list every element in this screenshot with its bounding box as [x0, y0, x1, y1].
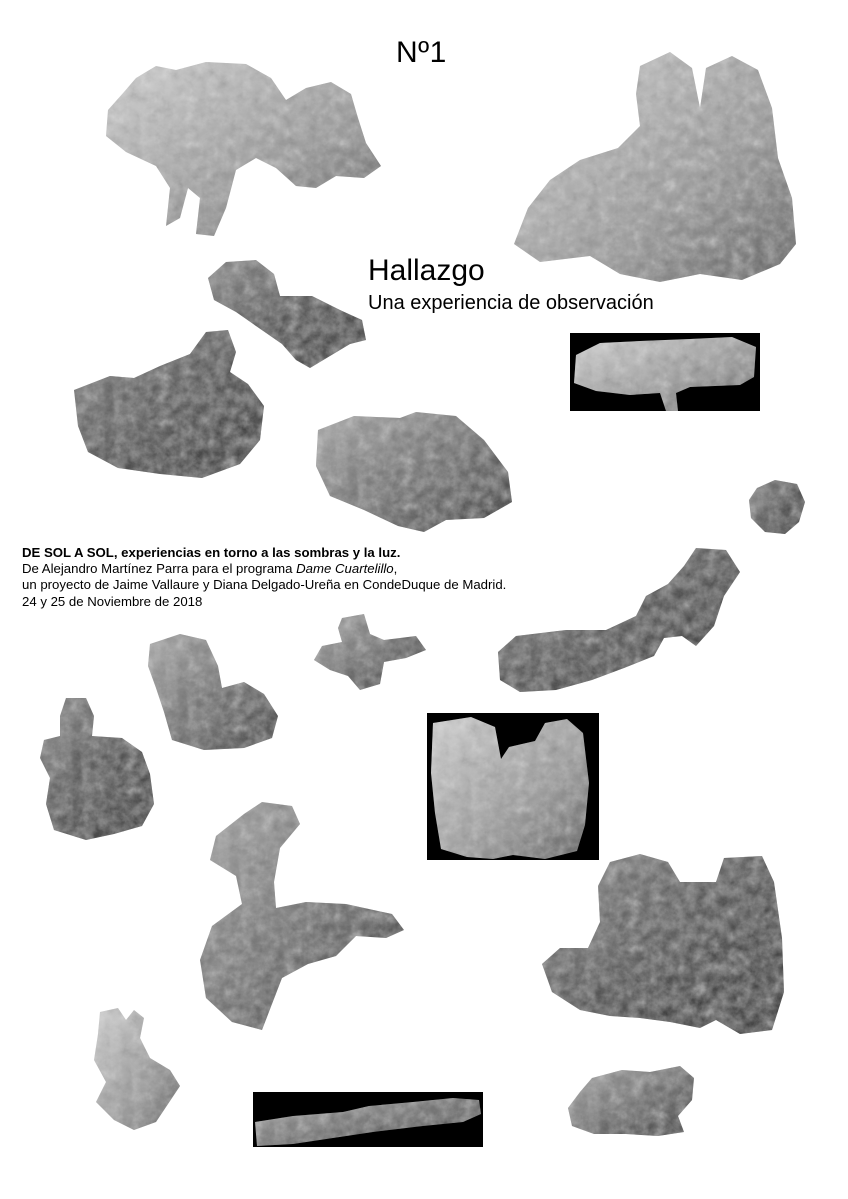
stone-image-left-pile: [70, 326, 266, 480]
stone-image-center-block: [314, 410, 514, 532]
stone-image-bottom-left: [88, 1004, 182, 1130]
stone-image-left-stack: [38, 694, 156, 840]
credits-line-program-prefix: De Alejandro Martínez Parra para el programa: [22, 561, 297, 577]
stone-image-winged: [312, 612, 428, 690]
credits-lead: DE SOL A SOL, experiencias en torno a las sombras y la luz.: [22, 545, 401, 560]
stone-photo-tall-group: [427, 713, 599, 860]
stone-photo-bottom-strip: [253, 1092, 483, 1147]
credits-program-name: Dame Cuartelillo: [296, 561, 394, 577]
credits-block: [22, 545, 506, 610]
credits-line-program-suffix: ,: [393, 561, 398, 577]
page-subtitle: Una experiencia de observación: [368, 292, 654, 314]
stone-image-long-right: [496, 544, 744, 694]
stone-photo-horizontal: [570, 333, 760, 411]
stone-image-branching: [196, 800, 406, 1032]
stone-image-bottom-right: [566, 1064, 700, 1138]
credits-line-program: [22, 561, 506, 577]
stone-image-small-right: [747, 478, 807, 536]
credits-line-project: un proyecto de Jaime Vallaure y Diana Delgado-Ureña en CondeDuque de Madrid.: [22, 577, 507, 593]
stone-image-left-mid: [144, 632, 280, 750]
page-title: Hallazgo: [368, 254, 485, 287]
credits-line-date: 24 y 25 de Noviembre de 2018: [22, 593, 203, 609]
issue-number: Nº1: [396, 36, 447, 69]
stone-image-top-left: [96, 48, 386, 238]
stone-image-right-group: [540, 852, 786, 1036]
stone-image-top-right: [510, 48, 800, 284]
